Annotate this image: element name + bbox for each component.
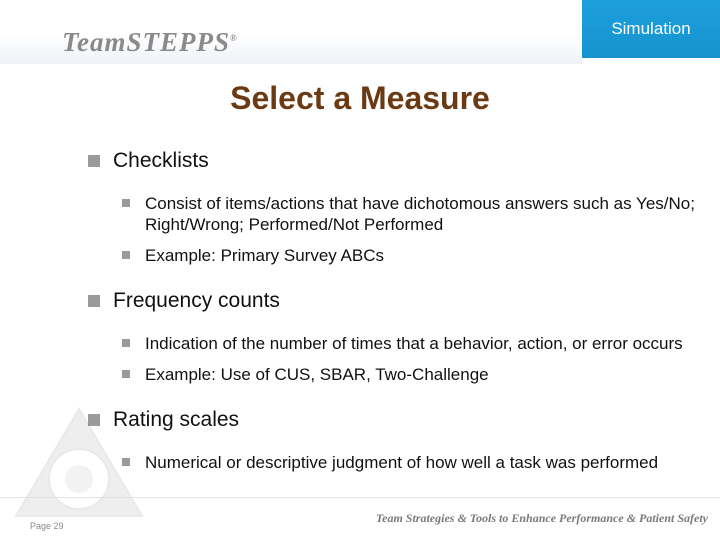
square-bullet-icon <box>122 339 130 347</box>
teamstepps-triangle-watermark <box>12 405 146 520</box>
sub-bullet <box>88 452 698 473</box>
logo-text: TeamSTEPPS <box>62 27 231 57</box>
sub-bullet-text: Example: Use of CUS, SBAR, Two-Challenge <box>145 365 489 384</box>
sub-bullet-text: Numerical or descriptive judgment of how well a task was performed <box>145 453 659 472</box>
sub-bullet-text: Indication of the number of times that a behavior, action, or error occurs <box>145 334 683 353</box>
header-bar <box>0 0 582 64</box>
square-bullet-icon <box>122 251 130 259</box>
square-bullet-icon <box>122 199 130 207</box>
page-number: Page 29 <box>30 521 64 531</box>
bullet-rating-scales <box>88 407 698 432</box>
registered-mark: ® <box>230 33 237 43</box>
footer-tagline: Team Strategies & Tools to Enhance Performance & Patient Safety <box>375 511 708 525</box>
square-bullet-icon <box>122 370 130 378</box>
bullet-frequency-counts <box>88 288 698 313</box>
footer-divider <box>0 497 720 498</box>
sub-bullet-text: Consist of items/actions that have dichotomous answers such as Yes/No; Right/Wrong; Performed/Not Performed <box>145 194 695 234</box>
square-bullet-icon <box>88 155 100 167</box>
sub-bullet <box>88 193 698 235</box>
bullet-text: Rating scales <box>113 408 240 431</box>
sub-bullet <box>88 364 698 385</box>
sub-bullet-text: Example: Primary Survey ABCs <box>145 246 385 265</box>
bullet-checklists <box>88 148 698 173</box>
teamstepps-logo <box>62 27 237 58</box>
sub-bullet <box>88 333 698 354</box>
sub-bullet <box>88 245 698 266</box>
bullet-text: Frequency counts <box>113 289 280 312</box>
slide-title: Select a Measure <box>230 80 490 116</box>
bullet-list <box>88 148 698 473</box>
bullet-text: Checklists <box>113 149 209 172</box>
section-tag: Simulation <box>582 0 720 58</box>
square-bullet-icon <box>88 295 100 307</box>
